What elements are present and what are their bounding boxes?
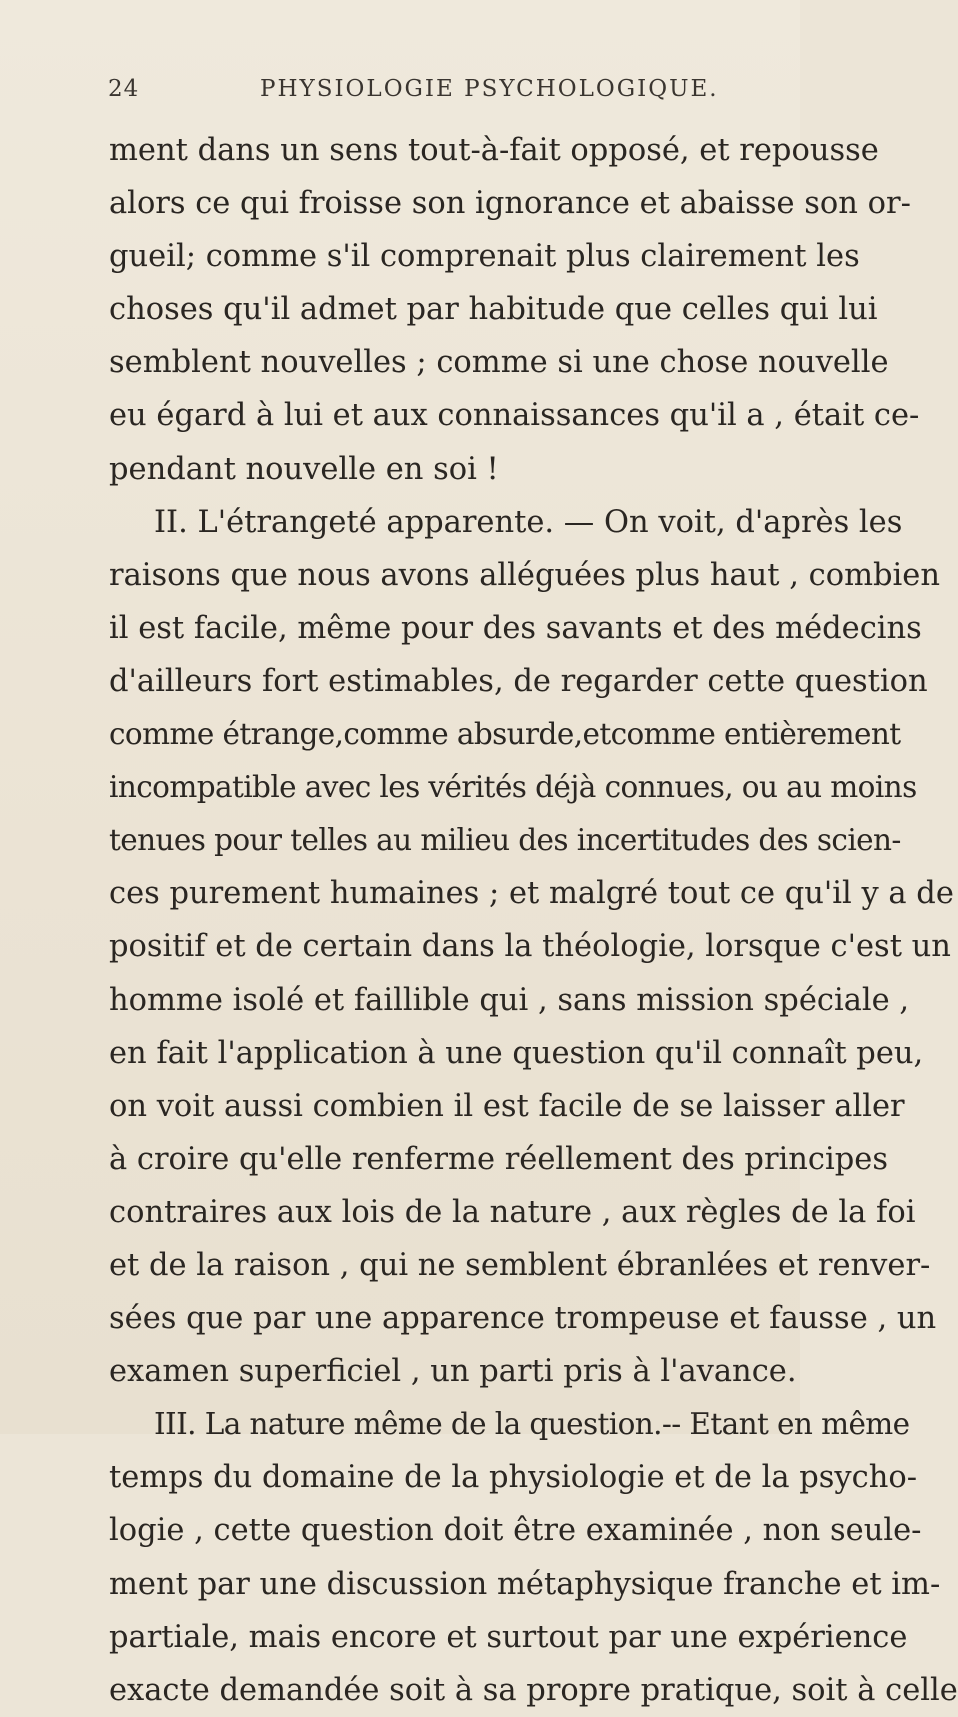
page-number: 24	[108, 76, 140, 102]
text-line: tenues pour telles au milieu des incertitudes des scien-	[109, 823, 901, 858]
text-line: comme étrange,comme absurde,etcomme entièrement	[109, 717, 901, 752]
text-line: partiale, mais encore et surtout par une expérience	[109, 1619, 908, 1655]
text-line: contraires aux lois de la nature , aux règles de la foi	[109, 1194, 916, 1230]
text-line: à croire qu'elle renferme réellement des principes	[109, 1141, 888, 1177]
text-line: raisons que nous avons alléguées plus haut , combien	[109, 557, 940, 593]
text-line: examen superficiel , un parti pris à l'avance.	[109, 1354, 797, 1390]
text-line: il est facile, même pour des savants et des médecins	[109, 610, 922, 646]
text-line: alors ce qui froisse son ignorance et abaisse son or-	[109, 186, 911, 222]
text-line: et de la raison , qui ne semblent ébranlées et renver-	[109, 1247, 931, 1283]
body-text	[109, 124, 958, 1717]
text-line: positif et de certain dans la théologie, lorsque c'est un	[109, 929, 951, 965]
text-line: incompatible avec les vérités déjà connues, ou au moins	[109, 770, 917, 805]
text-line: on voit aussi combien il est facile de se laisser aller	[109, 1088, 905, 1124]
text-line: ces purement humaines ; et malgré tout ce qu'il y a de	[109, 876, 954, 912]
text-line: exacte demandée soit à sa propre pratique, soit à celle	[109, 1672, 958, 1708]
text-line: temps du domaine de la physiologie et de la psycho-	[109, 1460, 918, 1496]
text-line: choses qu'il admet par habitude que celles qui lui	[109, 292, 878, 328]
text-line: logie , cette question doit être examinée , non seule-	[109, 1513, 922, 1549]
text-line: pendant nouvelle en soi !	[109, 451, 499, 487]
section-heading-line: III. La nature même de la question.-- Etant en même	[154, 1407, 910, 1442]
text-line: sées que par une apparence trompeuse et fausse , un	[109, 1301, 937, 1337]
text-line: d'ailleurs fort estimables, de regarder cette question	[109, 663, 928, 699]
running-head	[108, 76, 748, 116]
text-line: eu égard à lui et aux connaissances qu'il a , était ce-	[109, 398, 920, 434]
text-line: ment dans un sens tout-à-fait opposé, et repousse	[109, 133, 879, 168]
text-line: en fait l'application à une question qu'il connaît peu,	[109, 1035, 924, 1071]
text-line: ment par une discussion métaphysique franche et im-	[109, 1566, 941, 1602]
text-line: homme isolé et faillible qui , sans mission spéciale ,	[109, 982, 910, 1018]
text-line: gueil; comme s'il comprenait plus clairement les	[109, 239, 860, 275]
running-title: PHYSIOLOGIE PSYCHOLOGIQUE.	[260, 76, 719, 102]
text-line: semblent nouvelles ; comme si une chose nouvelle	[109, 345, 889, 381]
section-heading-line: II. L'étrangeté apparente. — On voit, d'après les	[154, 504, 903, 540]
